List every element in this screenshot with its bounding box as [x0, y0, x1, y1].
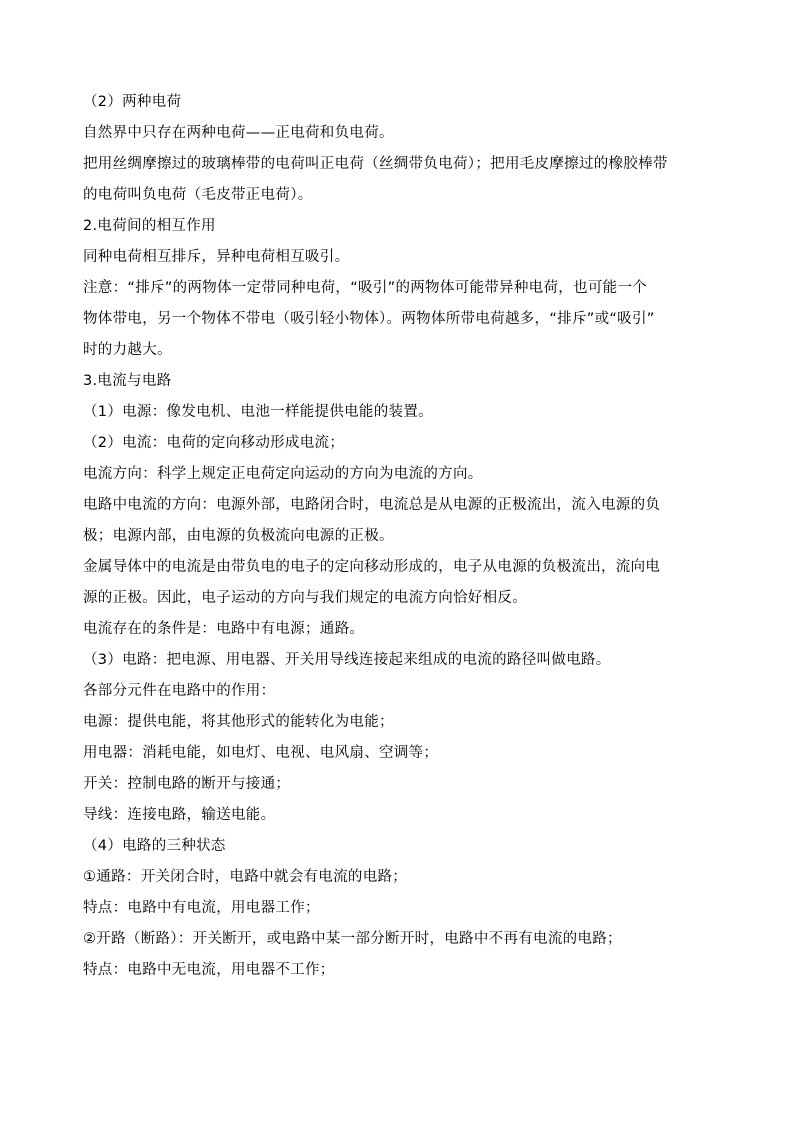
heading-three-circuit-states: （4）电路的三种状态 — [83, 838, 226, 854]
text-line: （1）电源：像发电机、电池一样能提供电能的装置。 — [83, 404, 433, 420]
document-page — [83, 92, 723, 991]
text-line: 源的正极。因此，电子运动的方向与我们规定的电流方向恰好相反。 — [83, 590, 527, 606]
text-line: 金属导体中的电流是由带负电的电子的定向移动形成的，电子从电源的负极流出，流向电 — [83, 559, 661, 575]
text-line: 物体带电，另一个物体不带电（吸引轻小物体）。两物体所带电荷越多，“排斥”或“吸引” — [83, 311, 655, 327]
text-line: 注意：“排斥”的两物体一定带同种电荷，“吸引”的两物体可能带异种电荷，也可能一个 — [83, 280, 648, 296]
text-line: 开关：控制电路的断开与接通； — [83, 776, 291, 792]
text-line: 把用丝绸摩擦过的玻璃棒带的电荷叫正电荷（丝绸带负电荷）；把用毛皮摩擦过的橡胶棒带 — [83, 156, 668, 172]
text-line: 同种电荷相互排斥，异种电荷相互吸引。 — [83, 249, 350, 265]
text-line: 特点：电路中无电流，用电器不工作； — [83, 962, 335, 978]
text-line: ①通路：开关闭合时，电路中就会有电流的电路； — [83, 869, 408, 885]
text-line: （3）电路：把电源、用电器、开关用导线连接起来组成的电流的路径叫做电路。 — [83, 652, 611, 668]
heading-current-and-circuit: 3.电流与电路 — [83, 373, 172, 389]
text-line: 自然界中只存在两种电荷——正电荷和负电荷。 — [83, 125, 394, 141]
text-line: 各部分元件在电路中的作用： — [83, 683, 276, 699]
text-line: 时的力越大。 — [83, 342, 172, 358]
text-line: （2）电流：电荷的定向移动形成电流； — [83, 435, 345, 451]
text-line: 电流方向：科学上规定正电荷定向运动的方向为电流的方向。 — [83, 466, 483, 482]
text-line: 极；电源内部，由电源的负极流向电源的正极。 — [83, 528, 394, 544]
text-line: ②开路（断路）：开关断开，或电路中某一部分断开时，电路中不再有电流的电路； — [83, 931, 622, 947]
text-line: 的电荷叫负电荷（毛皮带正电荷）。 — [83, 187, 313, 203]
text-line: 特点：电路中有电流，用电器工作； — [83, 900, 320, 916]
text-line: 导线：连接电路，输送电能。 — [83, 807, 276, 823]
heading-charge-interaction: 2.电荷间的相互作用 — [83, 218, 216, 234]
heading-two-kinds-of-charge: （2）两种电荷 — [83, 94, 182, 110]
text-line: 电流存在的条件是：电路中有电源；通路。 — [83, 621, 365, 637]
text-line: 用电器：消耗电能，如电灯、电视、电风扇、空调等； — [83, 745, 439, 761]
text-line: 电路中电流的方向：电源外部，电路闭合时，电流总是从电源的正极流出，流入电源的负 — [83, 497, 661, 513]
text-line: 电源：提供电能，将其他形式的能转化为电能； — [83, 714, 394, 730]
